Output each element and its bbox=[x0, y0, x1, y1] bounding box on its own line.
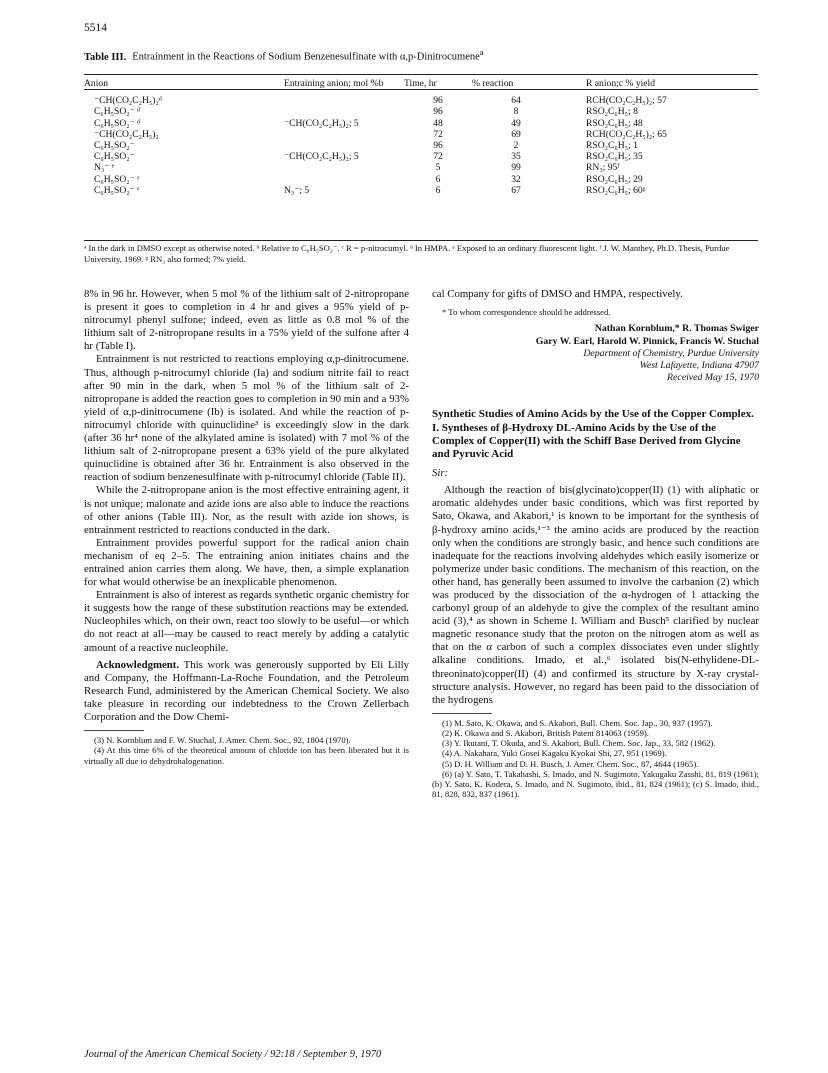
table-cell: 99 bbox=[511, 162, 521, 174]
table-cell: 72 bbox=[433, 128, 443, 140]
table-cell: N₃⁻; 5 bbox=[284, 184, 310, 196]
ack-text: This work was generously supported by Eli Lilly and Company, the Hoffmann-La-Roche Foundation, and the Petroleum Research Fund, administered by the American Chemical Society. We also take pleasure in recording our indebtedness to the Crown Zellerbach Corporation and the Dow Chemi- bbox=[84, 658, 409, 723]
table-cell: RCH(CO₂C₂H₅)₂; 57 bbox=[586, 95, 667, 107]
table-cell: ⁻CH(CO₂C₂H₅)₂; 5 bbox=[284, 117, 359, 129]
table-header-row bbox=[84, 78, 758, 90]
table-cell: 69 bbox=[511, 128, 521, 140]
table-row bbox=[84, 118, 758, 129]
table-cell: ⁻CH(CO₂C₂H₅)₂ᵈ bbox=[94, 95, 162, 107]
footnote: (4) At this time 6% of the theoretical amount of chloride ion has been liberated but it is virtually all due to dehydrohalogenation. bbox=[84, 745, 409, 766]
left-column bbox=[84, 288, 409, 766]
journal-footer: Journal of the American Chemical Society / 92:18 / September 9, 1970 bbox=[84, 1049, 382, 1060]
ack-heading: Acknowledgment. bbox=[96, 658, 180, 671]
table-cell bbox=[284, 106, 404, 117]
table-caption-sup: a bbox=[479, 47, 484, 57]
body-paragraph: While the 2-nitropropane anion is the most effective entraining agent, it is not unique; malonate and azide ions are also able to induce the reactions of other anions (Table III). Nor, as the result with azide ion shows, is entrainment restricted to reactions conducted in the dark. bbox=[84, 484, 409, 536]
table-cell bbox=[284, 174, 404, 185]
table-cell bbox=[284, 162, 404, 173]
footnote: (1) M. Sato, K. Okawa, and S. Akabori, Bull. Chem. Soc. Jap., 30, 937 (1957). bbox=[442, 717, 713, 728]
table-footnotes: ᵃ In the dark in DMSO except as otherwise noted. ᵇ Relative to C₆H₅SO₂⁻. ᶜ R = p-nitrocumyl. ᵈ In HMPA. ᵉ Exposed to an ordinary fluorescent light. ᶠ J. W. Manthey, Ph.D. Thesis, Purdue University, 1969. ᵍ RN₃ also formed; 7% yield. bbox=[84, 243, 730, 264]
page-number: 5514 bbox=[84, 22, 107, 34]
table-cell: 5 bbox=[435, 162, 441, 174]
authors-line-2: Gary W. Earl, Harold W. Pinnick, Francis W. Stuchal bbox=[535, 335, 759, 347]
article-body: Although the reaction of bis(glycinato)copper(II) (1) with aliphatic or aromatic aldehydes under basic conditions, which was first reported by Sato, Okawa, and Akabori,¹ is known to be important for the synthesis of β-hydroxy amino acids,¹⁻³ the amino acids are produced by the reaction only when the conditions are strongly basic, and hence such conditions are inadequate for the reactions involving aldehydes which easily isomerize or polymerize under basic conditions. The mechanism of this reaction, on the other hand, has generally been assumed to involve the carbanion (2) which was produced by the dissociation of the α-hydrogen of 1 attacking the carbonyl group of an aldehyde to give the complex of the resultant amino acid (3),⁴ as shown in Scheme I. William and Busch⁵ clarified by nuclear magnetic resonance study that the proton on the nitrogen atom as well as that on the α carbon of such a complex dissociates even under slightly alkaline conditions. Imado, et al.,⁶ isolated bis(N-ethylidene-DL-threoninato)copper(II) (4) and confirmed its structure by X-ray crystal-structure analysis. However, no regard has been paid to the dissociation of the hydrogens bbox=[432, 484, 759, 706]
table-cell: 67 bbox=[511, 184, 521, 196]
table-body bbox=[84, 95, 758, 196]
table-cell: RSO₂C₆H₅; 35 bbox=[586, 151, 643, 163]
table-cell: RN₃; 95ᶠ bbox=[586, 162, 620, 174]
table-cell bbox=[284, 95, 404, 106]
table-cell: RSO₂C₆H₅; 29 bbox=[586, 173, 643, 185]
table-cell: C₆H₅SO₂⁻ bbox=[94, 140, 135, 152]
table-cell: RSO₂C₆H₅; 8 bbox=[586, 106, 638, 118]
right-footnotes bbox=[432, 718, 759, 800]
author-block bbox=[432, 323, 759, 384]
header-reaction: % reaction bbox=[472, 78, 514, 89]
right-column bbox=[432, 288, 759, 799]
table-caption-text: Entrainment in the Reactions of Sodium Benzenesulfinate with α,p-Dinitrocumene bbox=[132, 51, 480, 63]
header-time: Time, hr bbox=[404, 78, 437, 89]
body-paragraph: 8% in 96 hr. However, when 5 mol % of the lithium salt of 2-nitropropane is present it goes to completion in 4 hr and gives a 95% yield of p-nitrocumyl phenyl sulfone; indeed, even as little as 0.8 mol % of the lithium salt of 2-nitropropane results in a 75% yield of the sulfone after 4 hr (Table I). bbox=[84, 288, 409, 353]
table-cell: 32 bbox=[511, 173, 521, 185]
table-bottom-rule bbox=[84, 240, 758, 241]
body-paragraph: Entrainment is also of interest as regards synthetic organic chemistry for it suggests how the range of these substitution reactions may be extended. Nucleophiles which, on their own, react too slowly to be useful—or which do not react at all—may be caused to react merely by adding a catalytic amount of a reactive nucleophile. bbox=[84, 589, 409, 654]
table-cell: 49 bbox=[511, 117, 521, 129]
left-footnotes bbox=[84, 735, 409, 766]
continuation-text: cal Company for gifts of DMSO and HMPA, respectively. bbox=[432, 288, 683, 300]
table-cell: C₆H₅SO₂⁻ ᵉ bbox=[94, 184, 140, 196]
table-row bbox=[84, 95, 758, 106]
table-cell: ⁻CH(CO₂C₂H₅)₂ bbox=[94, 128, 159, 140]
footnote: (4) A. Nakahara, Yuki Gosei Kagaku Kyokai Shi, 27, 951 (1969). bbox=[442, 748, 667, 759]
table-row bbox=[84, 106, 758, 117]
table-caption bbox=[84, 47, 764, 63]
affiliation-2: West Lafayette, Indiana 47907 bbox=[639, 359, 759, 371]
salutation: Sir: bbox=[432, 467, 449, 480]
table-cell: 64 bbox=[511, 95, 521, 107]
table-row bbox=[84, 162, 758, 173]
table-cell bbox=[284, 129, 404, 140]
table-cell: 2 bbox=[513, 140, 519, 152]
table-cell: ⁻CH(CO₂C₂H₅)₂; 5 bbox=[284, 151, 359, 163]
table-row bbox=[84, 185, 758, 196]
table-row bbox=[84, 129, 758, 140]
received-date: Received May 15, 1970 bbox=[667, 372, 759, 384]
acknowledgment bbox=[84, 659, 409, 724]
table-cell: C₆H₅SO₂⁻ ᵈ bbox=[94, 117, 141, 129]
footnote: (5) D. H. William and D. H. Busch, J. Amer. Chem. Soc., 87, 4644 (1965). bbox=[442, 758, 699, 769]
table-cell: 35 bbox=[511, 151, 521, 163]
article-title: Synthetic Studies of Amino Acids by the Use of the Copper Complex. I. Syntheses of β-Hydroxy DL-Amino Acids by the Use of the Complex of Copper(II) with the Schiff Base Derived from Glycine and Pyruvic Acid bbox=[432, 408, 754, 460]
table-cell: C₆H₅SO₂⁻ ᵈ bbox=[94, 106, 141, 118]
table-cell: RSO₂C₆H₅; 60ᵍ bbox=[586, 184, 646, 196]
left-paragraphs bbox=[84, 288, 409, 655]
table-cell: RSO₂C₆H₅; 1 bbox=[586, 140, 638, 152]
table-cell: 8 bbox=[513, 106, 519, 118]
table-cell: C₆H₅SO₂⁻ bbox=[94, 151, 135, 163]
footnote: (3) N. Kornblum and F. W. Stuchal, J. Amer. Chem. Soc., 92, 1804 (1970). bbox=[94, 735, 351, 746]
table-cell: 6 bbox=[435, 184, 441, 196]
body-paragraph: Entrainment is not restricted to reactions employing α,p-dinitrocumene. Thus, although p-nitrocumyl chloride (Ia) and sodium nitrite fail to react after 90 min in the dark, when 5 mol % of the lithium salt of 2-nitropropane is added the reaction goes to completion in 90 min and a 93% yield of α,p-dinitrocumene (Ib) is isolated. And while the reaction of p-nitrocumyl chloride with quinuclidine³ is exceedingly slow in the dark (after 36 hr⁴ none of the alkylated amine is isolated) with 7 mol % of the lithium salt of 2-nitropropane present a 63% yield of the pure alkylated quinuclidine is obtained after 36 hr. Entrainment is also observed in the reaction of sodium benzenesulfinate with p-nitrocumyl chloride (Table II). bbox=[84, 353, 409, 484]
table-cell: RSO₂C₆H₅; 48 bbox=[586, 117, 643, 129]
affiliation-1: Department of Chemistry, Purdue University bbox=[583, 347, 759, 359]
table-cell: 72 bbox=[433, 151, 443, 163]
table-cell: RCH(CO₂C₂H₅)₂; 65 bbox=[586, 128, 667, 140]
table-top-rule bbox=[84, 74, 758, 75]
footnote: (2) K. Okawa and S. Akabori, British Patent 814063 (1959). bbox=[442, 728, 649, 739]
table-row bbox=[84, 174, 758, 185]
correspondence-note: * To whom correspondence should be addressed. bbox=[442, 307, 611, 318]
header-yield: R anion;c % yield bbox=[586, 78, 656, 89]
footnote: (3) Y. Ikutani, T. Okuda, and S. Akabori, Bull. Chem. Soc. Jap., 33, 582 (1962). bbox=[442, 738, 716, 749]
table-row bbox=[84, 151, 758, 162]
table-row bbox=[84, 140, 758, 151]
table-cell bbox=[284, 140, 404, 151]
body-paragraph: Entrainment provides powerful support for the radical anion chain mechanism of eq 2–5. The entraining anion initiates chains and the entrained anion carries them along. We have, then, a simple explanation for what would otherwise be an inexplicable phenomenon. bbox=[84, 536, 409, 589]
authors-line-1: Nathan Kornblum,* R. Thomas Swiger bbox=[594, 323, 759, 335]
table-cell: 96 bbox=[433, 95, 443, 107]
header-entraining: Entraining anion; mol %b bbox=[284, 78, 384, 89]
table-cell: 48 bbox=[433, 117, 443, 129]
header-anion: Anion bbox=[84, 78, 108, 89]
table-cell: 96 bbox=[433, 140, 443, 152]
table-cell: 6 bbox=[435, 173, 441, 185]
table-label: Table III. bbox=[84, 51, 127, 63]
entrainment-table bbox=[84, 78, 758, 196]
footnote: (6) (a) Y. Sato, T. Takahashi, S. Imado, and N. Sugimoto, Yakugaku Zasshi, 81, 819 (1961); (b) Y. Sato, K. Kodera, S. Imado, and N. Sugimoto, ibid., 81, 824 (1961); (c) S. Imado, ibid., 81, 828, 832, 837 (1961). bbox=[432, 768, 759, 800]
table-cell: C₆H₅SO₂⁻ ᵉ bbox=[94, 173, 140, 185]
table-cell: N₃⁻ ᵉ bbox=[94, 162, 115, 174]
table-cell: 96 bbox=[433, 106, 443, 118]
